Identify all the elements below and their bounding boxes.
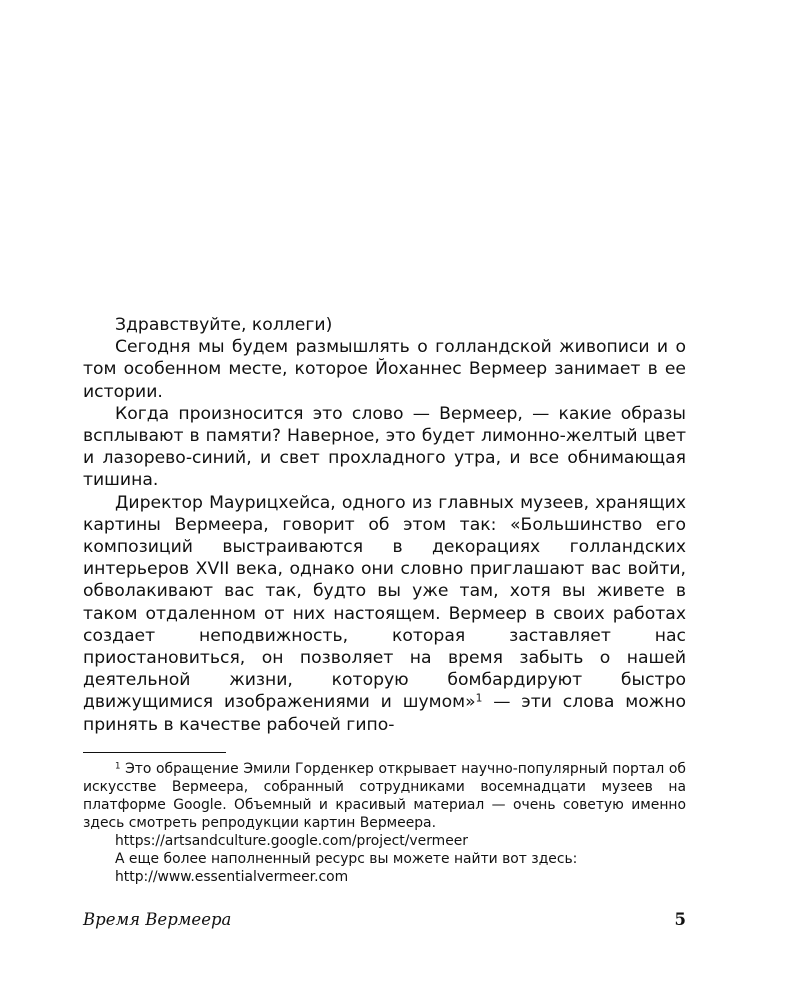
body-text	[83, 314, 686, 736]
footnotes	[83, 760, 686, 886]
footnote-1	[83, 760, 686, 832]
paragraph-greeting: Здравствуйте, коллеги)	[115, 315, 333, 335]
footnote-link-essentialvermeer[interactable]: http://www.essentialvermeer.com	[115, 869, 349, 885]
footnote-link-artsandculture[interactable]: https://artsandculture.google.com/project/vermeer	[115, 833, 469, 849]
paragraph-intro: Сегодня мы будем размышлять о голландской живописи и о том особенном месте, которое Йоханнес Вермеер занимает в ее истории.	[83, 337, 686, 402]
paragraph-quote	[83, 492, 686, 736]
footnote-mark: 1	[115, 761, 121, 772]
footnote-reference[interactable]: 1	[475, 692, 483, 706]
quote-continuation: — эти слова можно принять в качестве рабочей гипо-	[83, 692, 686, 735]
page-number: 5	[674, 910, 686, 929]
book-title: Время Вермеера	[83, 910, 232, 929]
paragraph-images: Когда произносится это слово — Вермеер, — какие образы всплывают в памяти? Наверное, это будет лимонно-желтый цвет и лазорево-синий, и свет прохладного утра, и все обнимающая тишина.	[83, 403, 686, 491]
footnote-extra-text: А еще более наполненный ресурс вы можете найти вот здесь:	[115, 851, 578, 867]
quote-text: Директор Маурицхейса, одного из главных музеев, хранящих картины Вермеера, говорит об этом так: «Большинство его композиций выстраиваются в декорациях голландских интерьеров XVII века, однако они словно приглашают вас войти, обволакивают вас так, будто вы уже там, хотя вы живете в таком отдаленном от них настоящем. Вермеер в своих работах создает неподвижность, которая заставляет нас приостановиться, он позволяет на время забыть о нашей деятельной жизни, которую бомбардируют быстро движущимися изображениями и шумом»	[83, 492, 686, 713]
footnote-divider	[83, 752, 226, 753]
footnote-text: Это обращение Эмили Горденкер открывает научно-популярный портал об искусстве Вермеера, собранный сотрудниками восемнадцати музеев на платформе Google. Объемный и красивый материал — очень советую именно здесь смотреть репродукции картин Вермеера.	[83, 761, 686, 831]
running-footer	[83, 909, 686, 933]
book-page	[83, 0, 686, 1000]
